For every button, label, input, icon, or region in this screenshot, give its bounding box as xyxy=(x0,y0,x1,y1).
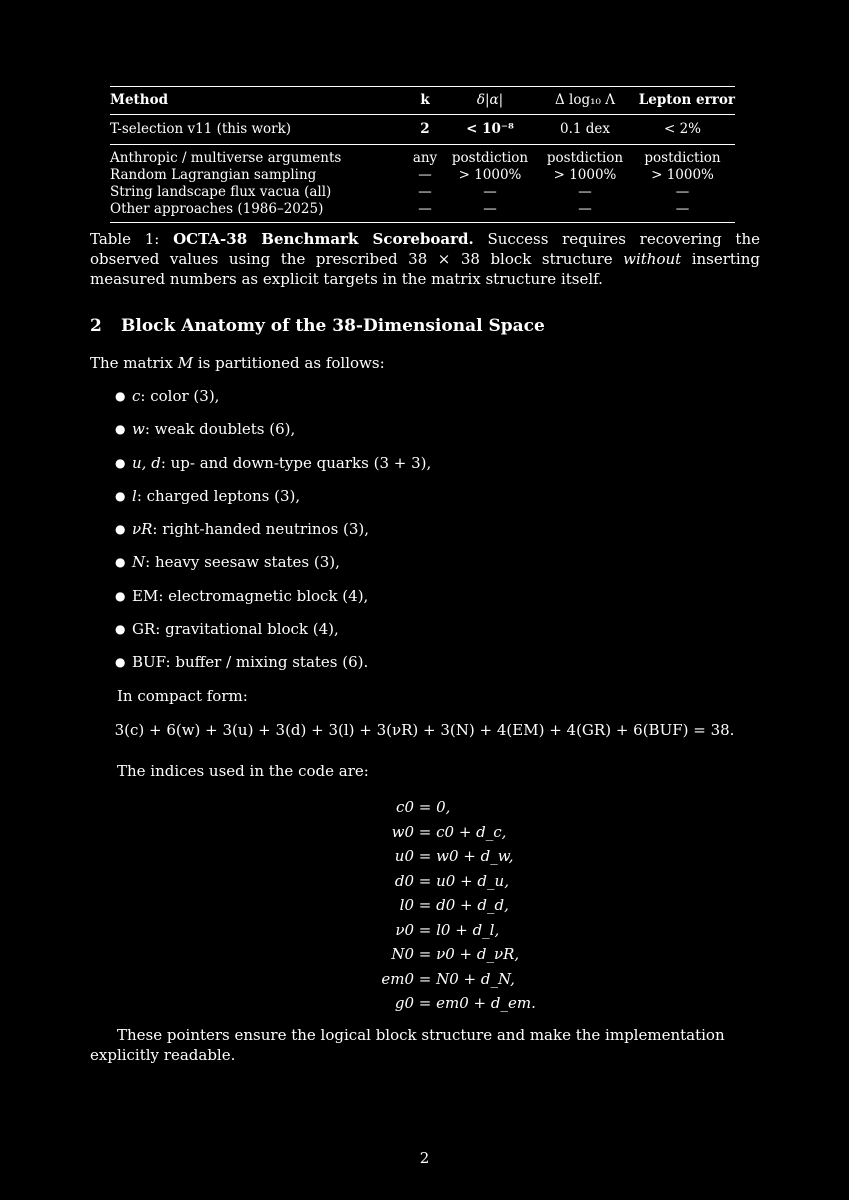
cell-method: Other approaches (1986–2025) xyxy=(110,201,410,223)
equation-row xyxy=(320,893,536,918)
block-list xyxy=(115,386,431,686)
item-text: : heavy seesaw states (3), xyxy=(145,553,340,572)
header-method: Method xyxy=(110,87,410,115)
bullet-icon: ● xyxy=(115,522,126,537)
bullet-icon: ● xyxy=(115,622,126,637)
list-item xyxy=(115,586,431,619)
eq-rhs: = N0 + d_N, xyxy=(418,969,515,988)
header-alpha: δ|α| xyxy=(440,87,540,115)
list-item xyxy=(115,619,431,652)
item-symbol: νR xyxy=(132,520,153,539)
bullet-icon: ● xyxy=(115,422,126,437)
header-lepton: Lepton error xyxy=(630,87,735,115)
eq-rhs: = d0 + d_d, xyxy=(418,896,509,914)
eq-rhs: = c0 + d_c, xyxy=(418,822,507,841)
eq-rhs: = em0 + d_em. xyxy=(418,994,536,1012)
caption-label: Table 1: xyxy=(90,230,160,248)
cell-lambda: postdiction xyxy=(546,150,624,166)
equation-row xyxy=(320,820,536,845)
eq-lhs: w0 xyxy=(391,822,414,841)
cell-lepton xyxy=(630,184,735,201)
item-text: : electromagnetic block (4), xyxy=(158,586,369,605)
list-item xyxy=(115,652,431,685)
bullet-icon: ● xyxy=(115,655,126,670)
bullet-icon: ● xyxy=(115,555,126,570)
header-k: k xyxy=(410,87,440,115)
cell-method: T-selection v11 (this work) xyxy=(110,115,410,145)
cell-k: — xyxy=(418,167,432,183)
caption-emphasis: without xyxy=(623,250,682,268)
closing-paragraph: These pointers ensure the logical block structure and make the implementation explicitly readable. xyxy=(90,1026,725,1064)
cell-alpha: — xyxy=(483,184,497,200)
cell-lepton-value: > 1000% xyxy=(651,167,714,183)
caption-text-2: inserting measured numbers as explicit targets in the matrix structure itself. xyxy=(90,250,760,288)
list-item xyxy=(115,386,431,419)
cell-lambda: — xyxy=(578,184,592,200)
eq-lhs: em0 xyxy=(381,969,414,988)
caption-title: OCTA-38 Benchmark Scoreboard. xyxy=(173,230,474,248)
table-row xyxy=(110,145,735,168)
cell-lepton xyxy=(630,167,735,184)
list-item xyxy=(115,453,431,486)
eq-lhs: u0 xyxy=(394,847,414,865)
cell-lambda: 0.1 dex xyxy=(540,115,630,145)
bullet-icon: ● xyxy=(115,588,126,603)
cell-alpha: — xyxy=(440,201,540,223)
eq-lhs: c0 xyxy=(396,798,414,816)
table-row xyxy=(110,184,735,201)
cell-lepton-value: < 2% xyxy=(663,121,702,137)
cell-lepton xyxy=(630,145,735,168)
item-text: : right-handed neutrinos (3), xyxy=(152,520,370,539)
cell-lepton-value: — xyxy=(675,201,690,217)
table-row xyxy=(110,201,735,223)
table-row xyxy=(110,115,735,145)
item-symbol: c xyxy=(132,387,141,405)
item-text: : gravitational block (4), xyxy=(155,620,339,639)
item-symbol: N xyxy=(132,553,146,572)
item-text: : buffer / mixing states (6). xyxy=(165,653,369,672)
cell-k: any xyxy=(412,150,438,166)
item-symbol: u, d xyxy=(132,453,161,472)
equation-row xyxy=(320,991,536,1016)
cell-alpha: postdiction xyxy=(451,150,529,166)
eq-lhs: l0 xyxy=(399,896,414,914)
item-text: : charged leptons (3), xyxy=(136,486,301,505)
equation-row xyxy=(320,942,536,967)
eq-rhs: = 0, xyxy=(418,798,451,816)
index-equations xyxy=(320,795,536,1016)
cell-k: 2 xyxy=(410,115,440,145)
eq-lhs: N0 xyxy=(391,945,414,963)
intro-after: is partitioned as follows: xyxy=(197,354,385,372)
eq-rhs: = w0 + d_w, xyxy=(418,847,514,865)
eq-rhs: = l0 + d_l, xyxy=(418,920,500,939)
eq-rhs: = u0 + d_u, xyxy=(418,871,509,890)
indices-label: The indices used in the code are: xyxy=(117,762,369,780)
item-symbol: EM xyxy=(132,586,159,605)
compact-equation: 3(c) + 6(w) + 3(u) + 3(d) + 3(l) + 3(νR) + 3(N) + 4(EM) + 4(GR) + 6(BUF) = 38. xyxy=(114,721,735,739)
cell-lambda: — xyxy=(540,201,630,223)
intro-var: M xyxy=(177,354,194,372)
list-item xyxy=(115,552,431,585)
list-item xyxy=(115,486,431,519)
eq-lhs: ν0 xyxy=(395,920,414,939)
table-caption xyxy=(90,229,760,289)
page-number: 2 xyxy=(419,1149,430,1167)
bullet-icon: ● xyxy=(115,488,126,503)
bullet-icon: ● xyxy=(115,389,126,403)
compact-label: In compact form: xyxy=(117,687,248,705)
item-symbol: BUF xyxy=(132,653,166,672)
cell-method: Anthropic / multiverse arguments xyxy=(110,150,342,166)
cell-lepton-value: — xyxy=(675,184,690,200)
cell-lambda: > 1000% xyxy=(553,167,617,183)
caption-text-1: Success requires recovering the observed values using the prescribed 38 × 38 block structure xyxy=(90,230,760,268)
cell-alpha: > 1000% xyxy=(458,167,522,183)
equation-row xyxy=(320,918,536,943)
intro-paragraph xyxy=(90,353,385,373)
equation-row xyxy=(320,795,536,820)
section-heading xyxy=(90,316,545,336)
cell-lepton xyxy=(630,201,735,223)
section-title: Block Anatomy of the 38-Dimensional Space xyxy=(121,316,545,336)
header-lambda: Δ log₁₀ Λ xyxy=(540,87,630,115)
bullet-icon: ● xyxy=(115,455,126,470)
eq-rhs: = ν0 + d_νR, xyxy=(418,945,520,963)
item-text: : weak doublets (6), xyxy=(144,420,296,439)
equation-row xyxy=(320,869,536,894)
equation-row xyxy=(320,844,536,869)
equation-row xyxy=(320,967,536,992)
cell-k: — xyxy=(418,184,432,200)
item-symbol: l xyxy=(132,486,137,505)
eq-lhs: g0 xyxy=(394,994,414,1012)
eq-lhs: d0 xyxy=(394,871,414,890)
cell-alpha: < 10⁻⁸ xyxy=(440,115,540,145)
intro-before: The matrix xyxy=(90,354,173,372)
section-number: 2 xyxy=(90,316,102,336)
cell-method: String landscape flux vacua (all) xyxy=(110,184,332,200)
cell-method: Random Lagrangian sampling xyxy=(110,167,317,183)
list-item xyxy=(115,419,431,452)
item-symbol: w xyxy=(132,420,145,439)
cell-k: — xyxy=(410,201,440,223)
cell-lepton-value: postdiction xyxy=(644,150,721,166)
table-header-row xyxy=(110,87,735,115)
item-text: : color (3), xyxy=(140,387,220,405)
cell-lepton xyxy=(630,115,735,145)
benchmark-table xyxy=(110,86,735,223)
item-symbol: GR xyxy=(132,620,156,639)
list-item xyxy=(115,519,431,552)
item-text: : up- and down-type quarks (3 + 3), xyxy=(160,453,432,472)
table-row xyxy=(110,167,735,184)
